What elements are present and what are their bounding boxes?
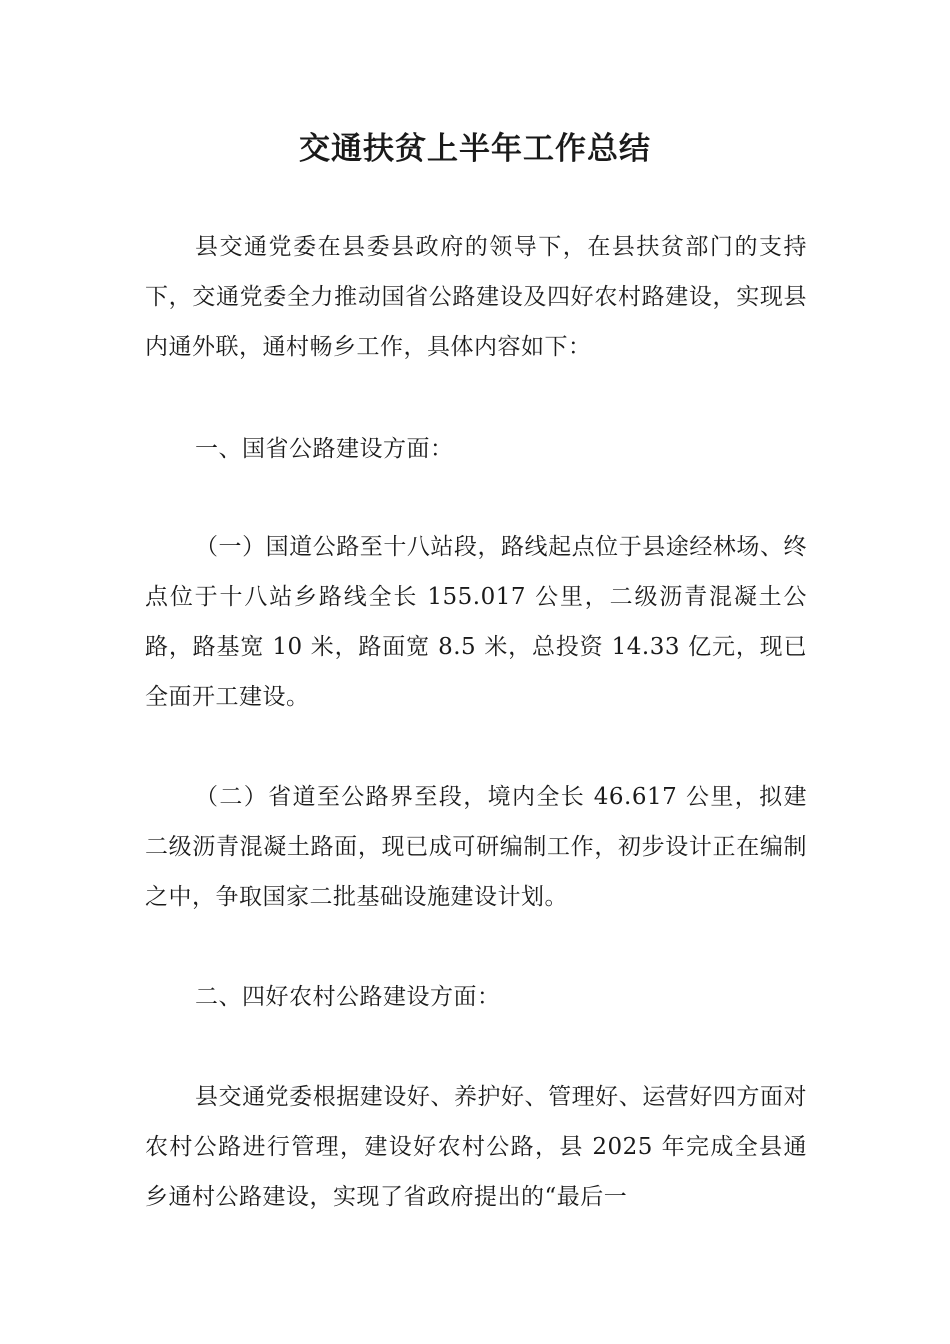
intro-paragraph: 县交通党委在县委县政府的领导下，在县扶贫部门的支持下，交通党委全力推动国省公路建设及四好农村路建设，实现县内通外联，通村畅乡工作，具体内容如下：: [145, 234, 807, 360]
section-heading-2: 二、四好农村公路建设方面：: [195, 984, 501, 1010]
section1-item-2: （二）省道至公路界至段，境内全长 46.617 公里，拟建二级沥青混凝土路面，现已成可研编制工作，初步设计正在编制之中，争取国家二批基础设施建设计划。: [145, 784, 807, 910]
document-title: 交通扶贫上半年工作总结: [299, 131, 651, 167]
section2-paragraph-1: 县交通党委根据建设好、养护好、管理好、运营好四方面对农村公路进行管理，建设好农村公路，县 2025 年完成全县通乡通村公路建设，实现了省政府提出的“最后一: [145, 1084, 807, 1210]
section-heading-1: 一、国省公路建设方面：: [195, 436, 454, 462]
section1-item-1: （一）国道公路至十八站段，路线起点位于县途经林场、终点位于十八站乡路线全长 155.017 公里，二级沥青混凝土公路，路基宽 10 米，路面宽 8.5 米，总投资 14.33 亿元，现已全面开工建设。: [145, 534, 807, 710]
